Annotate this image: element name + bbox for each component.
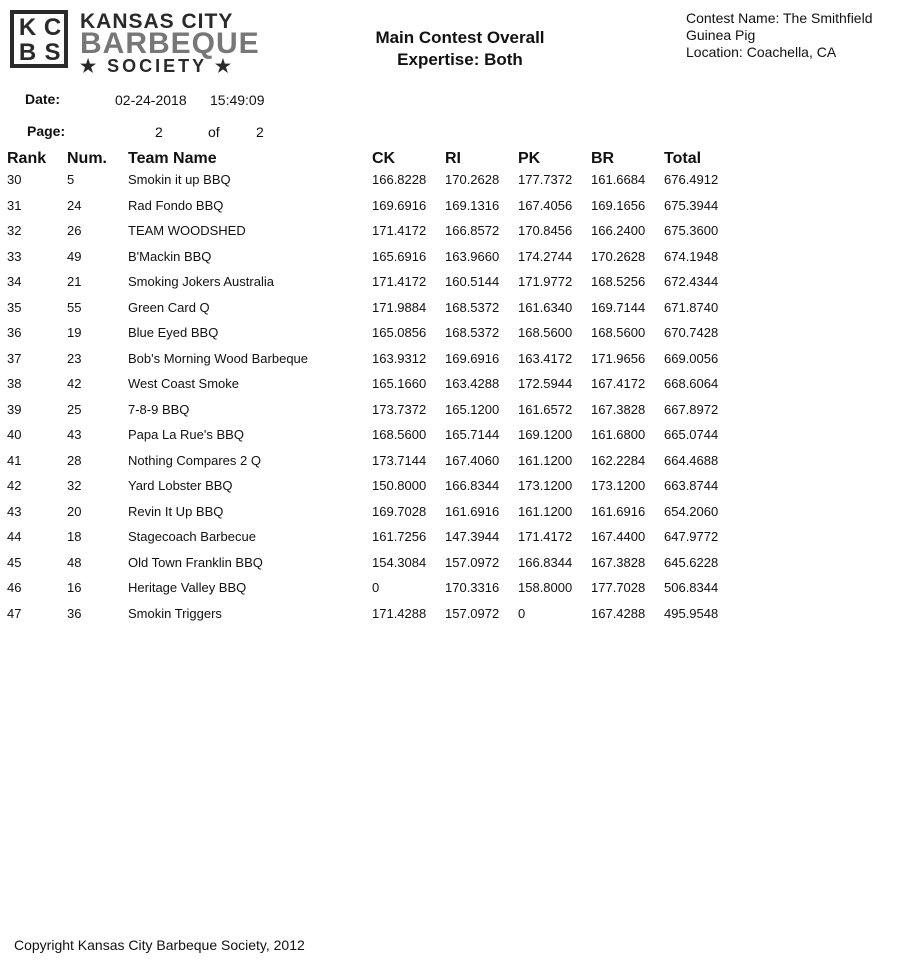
cell-pk: 161.1200 <box>518 504 573 519</box>
table-row <box>0 249 900 269</box>
cell-team-name: Papa La Rue's BBQ <box>128 427 244 442</box>
cell-br: 167.3828 <box>591 402 646 417</box>
table-row <box>0 478 900 498</box>
cell-pk: 172.5944 <box>518 376 573 391</box>
cell-total: 654.2060 <box>664 504 719 519</box>
cell-rank: 36 <box>7 325 22 340</box>
cell-ri: 168.5372 <box>445 300 500 315</box>
cell-pk: 171.4172 <box>518 529 573 544</box>
cell-ri: 170.2628 <box>445 172 500 187</box>
cell-total: 495.9548 <box>664 606 719 621</box>
cell-ri: 157.0972 <box>445 606 500 621</box>
contest-info <box>686 10 873 61</box>
table-row <box>0 453 900 473</box>
cell-team-name: TEAM WOODSHED <box>128 223 246 238</box>
cell-ri: 170.3316 <box>445 580 500 595</box>
cell-num: 23 <box>67 351 82 366</box>
cell-ck: 171.4288 <box>372 606 427 621</box>
cell-total: 667.8972 <box>664 402 719 417</box>
copyright-footer: Copyright Kansas City Barbeque Society, 2012 <box>14 937 305 953</box>
cell-rank: 35 <box>7 300 22 315</box>
report-title <box>340 27 580 71</box>
cell-ck: 0 <box>372 580 380 595</box>
cell-team-name: Stagecoach Barbecue <box>128 529 256 544</box>
cell-total: 663.8744 <box>664 478 719 493</box>
cell-ri: 157.0972 <box>445 555 500 570</box>
cell-rank: 46 <box>7 580 22 595</box>
cell-ri: 169.6916 <box>445 351 500 366</box>
cell-total: 668.6064 <box>664 376 719 391</box>
contest-name-continued: Guinea Pig <box>686 27 756 43</box>
cell-ck: 171.9884 <box>372 300 427 315</box>
cell-rank: 31 <box>7 198 22 213</box>
cell-rank: 38 <box>7 376 22 391</box>
cell-ck: 166.8228 <box>372 172 427 187</box>
cell-pk: 161.1200 <box>518 453 573 468</box>
cell-rank: 40 <box>7 427 22 442</box>
cell-total: 676.4912 <box>664 172 719 187</box>
cell-ri: 167.4060 <box>445 453 500 468</box>
date-label: Date: <box>25 91 61 107</box>
cell-total: 664.4688 <box>664 453 719 468</box>
cell-pk: 0 <box>518 606 526 621</box>
cell-team-name: Revin It Up BBQ <box>128 504 224 519</box>
cell-ck: 150.8000 <box>372 478 427 493</box>
cell-rank: 43 <box>7 504 22 519</box>
cell-total: 675.3944 <box>664 198 719 213</box>
cell-ri: 161.6916 <box>445 504 500 519</box>
cell-num: 36 <box>67 606 82 621</box>
cell-ck: 163.9312 <box>372 351 427 366</box>
cell-num: 25 <box>67 402 82 417</box>
cell-ri: 160.5144 <box>445 274 500 289</box>
cell-br: 169.1656 <box>591 198 646 213</box>
cell-pk: 174.2744 <box>518 249 573 264</box>
report-title-main: Main Contest Overall <box>375 28 545 47</box>
cell-num: 19 <box>67 325 82 340</box>
page-total: 2 <box>256 124 264 140</box>
report-title-expertise: Expertise: Both <box>397 50 523 69</box>
cell-br: 161.6916 <box>591 504 646 519</box>
cell-ri: 163.4288 <box>445 376 500 391</box>
cell-num: 26 <box>67 223 82 238</box>
cell-ck: 173.7144 <box>372 453 427 468</box>
logo-text-kansas-city: KANSAS CITY <box>80 10 234 33</box>
table-row <box>0 376 900 396</box>
table-row <box>0 274 900 294</box>
table-row <box>0 223 900 243</box>
cell-br: 167.3828 <box>591 555 646 570</box>
cell-team-name: Heritage Valley BBQ <box>128 580 247 595</box>
kcbs-logo <box>10 10 275 80</box>
cell-team-name: Rad Fondo BBQ <box>128 198 224 213</box>
contest-name: Contest Name: The Smithfield <box>686 10 873 26</box>
cell-pk: 173.1200 <box>518 478 573 493</box>
cell-total: 675.3600 <box>664 223 719 238</box>
cell-ck: 154.3084 <box>372 555 427 570</box>
cell-num: 55 <box>67 300 82 315</box>
page-label: Page: <box>27 123 66 139</box>
cell-total: 645.6228 <box>664 555 719 570</box>
cell-team-name: Green Card Q <box>128 300 210 315</box>
header-br: BR <box>591 150 615 167</box>
cell-ri: 166.8344 <box>445 478 500 493</box>
cell-pk: 163.4172 <box>518 351 573 366</box>
cell-num: 5 <box>67 172 75 187</box>
cell-rank: 45 <box>7 555 22 570</box>
cell-total: 669.0056 <box>664 351 719 366</box>
cell-br: 169.7144 <box>591 300 646 315</box>
logo-text-society: ★ SOCIETY ★ <box>80 56 234 76</box>
cell-br: 168.5600 <box>591 325 646 340</box>
header-team-name: Team Name <box>128 150 217 167</box>
header-pk: PK <box>518 150 541 167</box>
cell-pk: 166.8344 <box>518 555 573 570</box>
table-row <box>0 351 900 371</box>
contest-location: Location: Coachella, CA <box>686 44 837 60</box>
table-row <box>0 402 900 422</box>
cell-num: 49 <box>67 249 82 264</box>
cell-br: 161.6684 <box>591 172 646 187</box>
header-num: Num. <box>67 150 107 167</box>
cell-ck: 169.7028 <box>372 504 427 519</box>
cell-total: 665.0744 <box>664 427 719 442</box>
cell-num: 28 <box>67 453 82 468</box>
cell-rank: 34 <box>7 274 22 289</box>
cell-team-name: West Coast Smoke <box>128 376 240 391</box>
cell-team-name: Smokin it up BBQ <box>128 172 231 187</box>
table-row <box>0 325 900 345</box>
logo-text-barbeque: BARBEQUE <box>80 27 260 60</box>
cell-ck: 169.6916 <box>372 198 427 213</box>
cell-br: 177.7028 <box>591 580 646 595</box>
cell-team-name: Old Town Franklin BBQ <box>128 555 263 570</box>
cell-team-name: Nothing Compares 2 Q <box>128 453 261 468</box>
cell-br: 167.4288 <box>591 606 646 621</box>
cell-br: 161.6800 <box>591 427 646 442</box>
cell-pk: 169.1200 <box>518 427 573 442</box>
cell-ck: 165.1660 <box>372 376 427 391</box>
cell-ck: 165.0856 <box>372 325 427 340</box>
cell-team-name: Yard Lobster BBQ <box>128 478 233 493</box>
cell-rank: 47 <box>7 606 22 621</box>
table-row <box>0 300 900 320</box>
cell-ck: 171.4172 <box>372 274 427 289</box>
cell-rank: 32 <box>7 223 22 238</box>
table-row <box>0 427 900 447</box>
cell-ri: 165.1200 <box>445 402 500 417</box>
cell-team-name: Smoking Jokers Australia <box>128 274 274 289</box>
cell-total: 670.7428 <box>664 325 719 340</box>
cell-ck: 168.5600 <box>372 427 427 442</box>
cell-team-name: Smokin Triggers <box>128 606 222 621</box>
cell-br: 170.2628 <box>591 249 646 264</box>
time-value: 15:49:09 <box>210 92 265 108</box>
cell-pk: 177.7372 <box>518 172 573 187</box>
cell-num: 24 <box>67 198 82 213</box>
cell-num: 21 <box>67 274 82 289</box>
cell-num: 20 <box>67 504 82 519</box>
cell-team-name: B'Mackin BBQ <box>128 249 212 264</box>
table-row <box>0 580 900 600</box>
cell-team-name: Blue Eyed BBQ <box>128 325 219 340</box>
cell-ck: 165.6916 <box>372 249 427 264</box>
cell-pk: 170.8456 <box>518 223 573 238</box>
cell-rank: 41 <box>7 453 22 468</box>
cell-num: 32 <box>67 478 82 493</box>
cell-pk: 167.4056 <box>518 198 573 213</box>
cell-rank: 44 <box>7 529 22 544</box>
header-total: Total <box>664 150 702 167</box>
table-row <box>0 172 900 192</box>
cell-br: 167.4400 <box>591 529 646 544</box>
header-ri: RI <box>445 150 461 167</box>
cell-ri: 169.1316 <box>445 198 500 213</box>
table-row <box>0 198 900 218</box>
cell-ri: 165.7144 <box>445 427 500 442</box>
cell-pk: 171.9772 <box>518 274 573 289</box>
cell-pk: 161.6340 <box>518 300 573 315</box>
cell-pk: 158.8000 <box>518 580 573 595</box>
cell-rank: 39 <box>7 402 22 417</box>
cell-total: 647.9772 <box>664 529 719 544</box>
cell-ck: 171.4172 <box>372 223 427 238</box>
cell-ck: 173.7372 <box>372 402 427 417</box>
table-row <box>0 606 900 626</box>
table-row <box>0 529 900 549</box>
cell-br: 173.1200 <box>591 478 646 493</box>
cell-br: 166.2400 <box>591 223 646 238</box>
logo-letter-s: S <box>44 39 61 66</box>
cell-rank: 42 <box>7 478 22 493</box>
cell-num: 16 <box>67 580 82 595</box>
cell-total: 674.1948 <box>664 249 719 264</box>
table-row <box>0 555 900 575</box>
cell-rank: 37 <box>7 351 22 366</box>
table-row <box>0 504 900 524</box>
cell-pk: 161.6572 <box>518 402 573 417</box>
cell-br: 168.5256 <box>591 274 646 289</box>
cell-rank: 33 <box>7 249 22 264</box>
cell-br: 171.9656 <box>591 351 646 366</box>
kcbs-logo-mark <box>10 10 68 68</box>
cell-ri: 166.8572 <box>445 223 500 238</box>
page-of: of <box>208 124 220 140</box>
cell-num: 48 <box>67 555 82 570</box>
cell-rank: 30 <box>7 172 22 187</box>
cell-total: 506.8344 <box>664 580 719 595</box>
cell-br: 162.2284 <box>591 453 646 468</box>
cell-team-name: Bob's Morning Wood Barbeque <box>128 351 309 366</box>
logo-letter-b: B <box>18 39 37 66</box>
cell-total: 671.8740 <box>664 300 719 315</box>
cell-br: 167.4172 <box>591 376 646 391</box>
header-ck: CK <box>372 150 396 167</box>
cell-num: 18 <box>67 529 82 544</box>
cell-num: 42 <box>67 376 82 391</box>
cell-total: 672.4344 <box>664 274 719 289</box>
cell-ri: 147.3944 <box>445 529 500 544</box>
cell-ri: 163.9660 <box>445 249 500 264</box>
page-current: 2 <box>155 124 163 140</box>
cell-ri: 168.5372 <box>445 325 500 340</box>
cell-ck: 161.7256 <box>372 529 427 544</box>
date-value: 02-24-2018 <box>115 92 187 108</box>
cell-team-name: 7-8-9 BBQ <box>128 402 190 417</box>
cell-pk: 168.5600 <box>518 325 573 340</box>
logo-letter-c: C <box>43 14 62 41</box>
header-rank: Rank <box>7 150 47 167</box>
logo-letter-k: K <box>18 14 37 41</box>
cell-num: 43 <box>67 427 82 442</box>
